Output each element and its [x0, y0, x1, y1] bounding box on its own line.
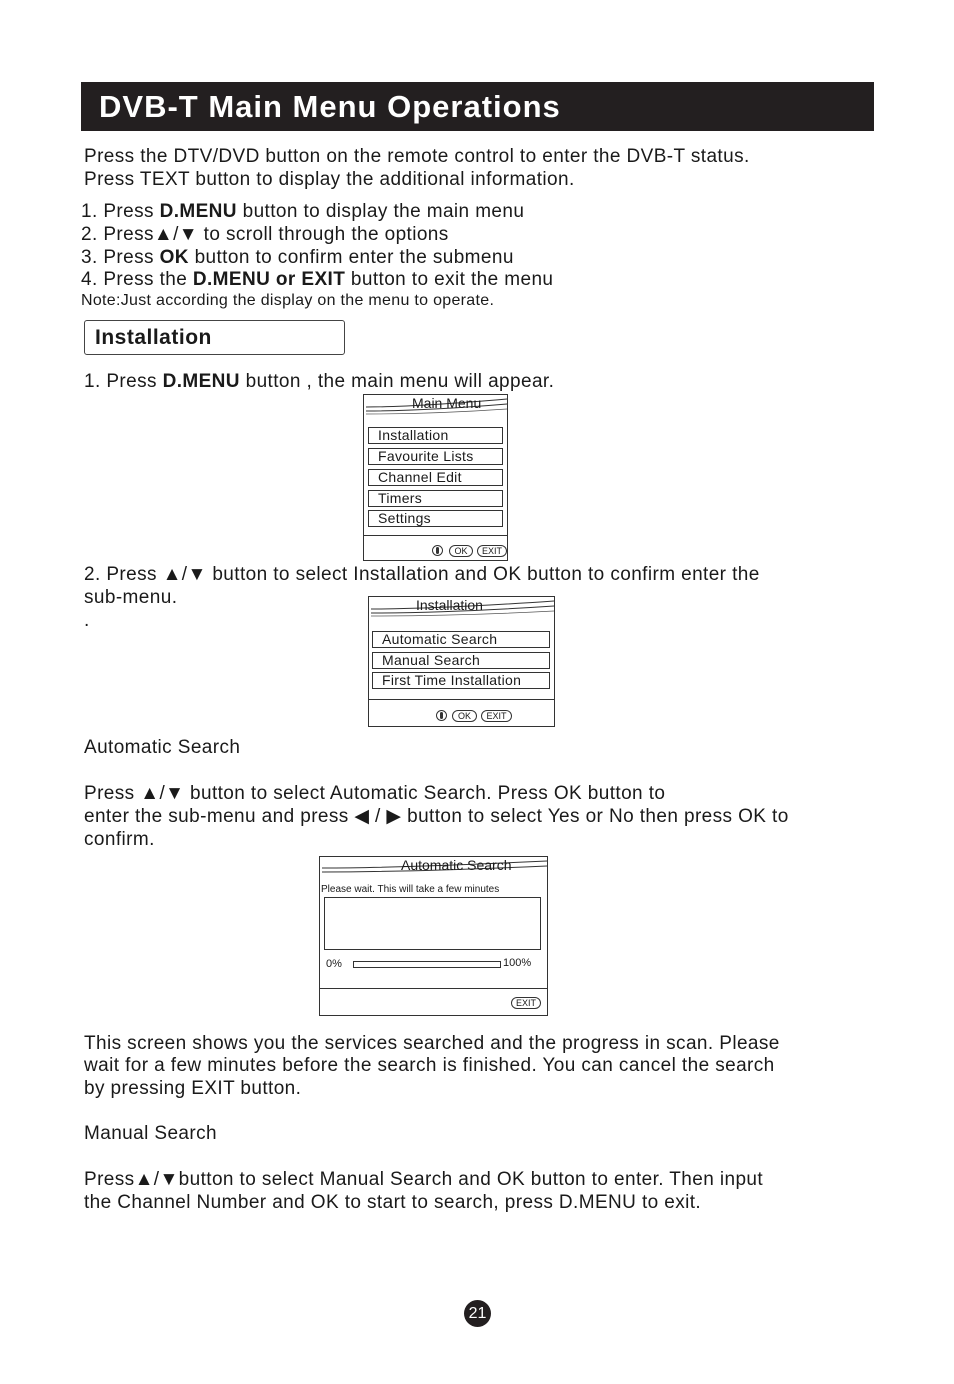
manual-search-heading: Manual Search [84, 1123, 217, 1144]
scan-description-line-1: This screen shows you the services searched and the progress in scan. Please [84, 1033, 780, 1054]
manual-search-text-line-1: Press▲/▼button to select Manual Search and OK button to enter. Then input [84, 1169, 764, 1190]
menu-item-first-time-installation[interactable]: First Time Installation [372, 672, 550, 689]
progress-bar [353, 961, 501, 968]
menu-item-channel-edit[interactable]: Channel Edit [368, 469, 503, 486]
menu-item-settings[interactable]: Settings [368, 510, 503, 527]
step-2 [81, 223, 449, 246]
step-key: D.MENU [159, 201, 237, 222]
instruction-key: D.MENU [162, 371, 240, 392]
automatic-search-screen [319, 856, 548, 1016]
instruction-text: button , the main menu will appear. [239, 371, 555, 392]
step-text: 4. Press the [81, 269, 193, 290]
main-menu-screen [363, 394, 508, 561]
ok-button[interactable]: OK [452, 710, 477, 722]
menu-item-automatic-search[interactable]: Automatic Search [372, 631, 550, 648]
scan-description-line-2: wait for a few minutes before the search is finished. You can cancel the search [84, 1055, 775, 1076]
step-3 [81, 246, 514, 269]
progress-end-label: 100% [503, 957, 532, 969]
osd-divider [320, 988, 547, 989]
installation-menu-screen [368, 596, 555, 727]
intro-line-1: Press the DTV/DVD button on the remote control to enter the DVB-T status. [84, 146, 750, 167]
step-text: button to display the main menu [236, 201, 525, 222]
automatic-search-heading: Automatic Search [84, 737, 241, 758]
exit-button[interactable]: EXIT [481, 710, 512, 722]
step-text: 1. Press [81, 201, 160, 222]
menu-item-manual-search[interactable]: Manual Search [372, 652, 550, 669]
automatic-search-text-line-3: confirm. [84, 829, 155, 850]
intro-line-2: Press TEXT button to display the additional information. [84, 169, 575, 190]
section-heading-box [84, 320, 345, 355]
step-key: D.MENU or EXIT [192, 269, 346, 290]
menu-item-installation[interactable]: Installation [368, 427, 503, 444]
menu-item-timers[interactable]: Timers [368, 490, 503, 507]
osd-divider [369, 699, 554, 700]
navigate-icon [432, 545, 443, 556]
progress-start-label: 0% [326, 958, 342, 970]
scan-description-line-3: by pressing EXIT button. [84, 1078, 302, 1099]
ok-button[interactable]: OK [449, 545, 473, 557]
installation-instruction-line-1: 2. Press ▲/▼ button to select Installation and OK button to confirm enter the [84, 564, 760, 585]
step-4 [81, 268, 553, 291]
services-list-area [324, 897, 541, 950]
main-menu-title: Main Menu [412, 395, 482, 411]
automatic-search-text-line-1: Press ▲/▼ button to select Automatic Search. Press OK button to [84, 783, 666, 804]
navigate-icon [436, 710, 447, 721]
step-text: 3. Press [81, 247, 160, 268]
step-text: 2. Press▲/▼ to scroll through the options [81, 224, 449, 245]
page-number: 21 [464, 1300, 491, 1327]
exit-button[interactable]: EXIT [511, 997, 541, 1009]
exit-button[interactable]: EXIT [477, 545, 507, 557]
section-heading: Installation [95, 325, 212, 349]
step-key: OK [159, 247, 189, 268]
wait-message: Please wait. This will take a few minutes [321, 884, 500, 895]
automatic-search-title: Automatic Search [401, 857, 512, 873]
page-title: DVB-T Main Menu Operations [99, 88, 561, 124]
main-menu-instruction [84, 370, 554, 393]
step-text: button to confirm enter the submenu [188, 247, 514, 268]
step-text: button to exit the menu [345, 269, 554, 290]
instruction-text: 1. Press [84, 371, 163, 392]
step-1 [81, 200, 524, 223]
manual-search-text-line-2: the Channel Number and OK to start to search, press D.MENU to exit. [84, 1192, 702, 1213]
automatic-search-text-line-2: enter the sub-menu and press ◀ / ▶ button to select Yes or No then press OK to [84, 806, 789, 827]
menu-item-favourite-lists[interactable]: Favourite Lists [368, 448, 503, 465]
installation-instruction-line-3: . [84, 610, 90, 631]
installation-instruction-line-2: sub-menu. [84, 587, 178, 608]
installation-menu-title: Installation [416, 597, 483, 613]
osd-divider [364, 535, 507, 536]
note: Note:Just according the display on the menu to operate. [81, 292, 495, 309]
page-title-bar [81, 82, 874, 131]
